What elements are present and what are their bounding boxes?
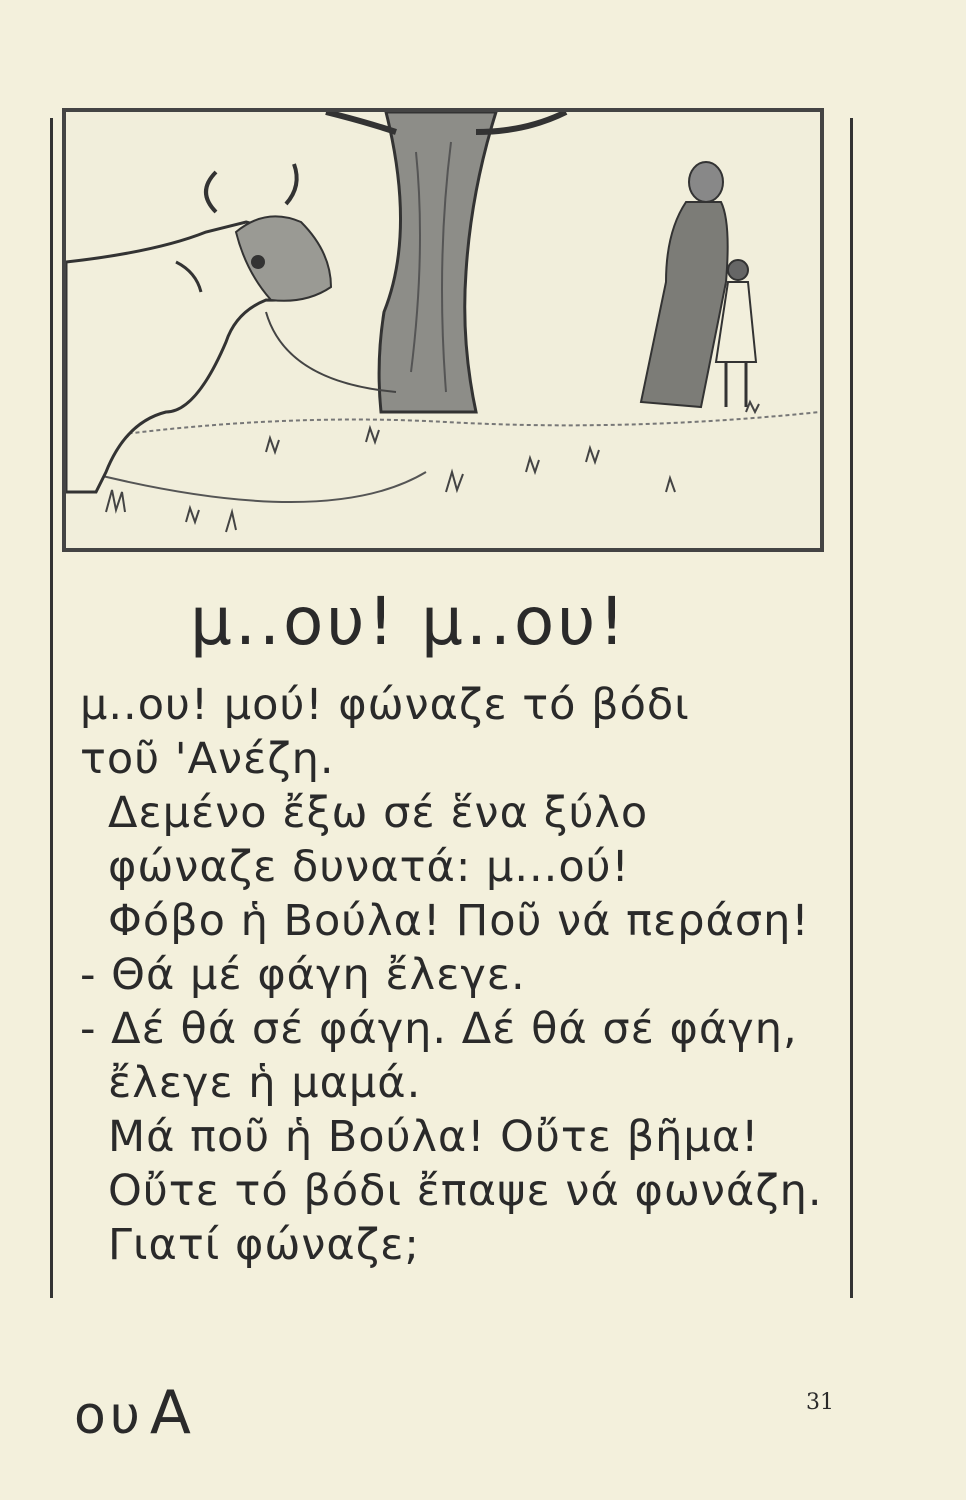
illustration-ox-tree-mother-child <box>62 108 824 552</box>
text-line: φώναζε δυνατά: μ...ού! <box>108 842 630 892</box>
text-line: Οὔτε τό βόδι ἔπαψε νά φωνάζη. <box>108 1166 823 1216</box>
text-line: ἔλεγε ἡ μαμά. <box>108 1058 422 1108</box>
left-margin-rule <box>50 118 53 1298</box>
text-line: - Θά μέ φάγη ἔλεγε. <box>80 950 526 1000</box>
footer-capital: Α <box>149 1378 195 1448</box>
text-line: - Δέ θά σέ φάγη. Δέ θά σέ φάγη, <box>80 1004 798 1054</box>
footer-letters <box>74 1378 195 1448</box>
right-margin-rule <box>850 118 853 1298</box>
lesson-heading: μ..ου! μ..ου! <box>190 583 628 660</box>
lesson-text <box>80 678 840 1272</box>
text-line: Μά ποῦ ἡ Βούλα! Οὔτε βῆμα! <box>108 1112 760 1162</box>
text-line: Δεμένο ἔξω σέ ἕνα ξύλο <box>108 788 649 838</box>
illustration-drawing <box>66 112 820 548</box>
footer-lowercase: ου <box>74 1386 144 1446</box>
text-line: Γιατί φώναζε; <box>108 1220 420 1270</box>
text-line: Φόβο ἡ Βούλα! Ποῦ νά περάση! <box>108 896 810 946</box>
text-line: μ..ου! μού! φώναζε τό βόδι <box>80 680 690 730</box>
page-number: 31 <box>806 1390 834 1415</box>
text-line: τοῦ 'Ανέζη. <box>80 734 335 784</box>
